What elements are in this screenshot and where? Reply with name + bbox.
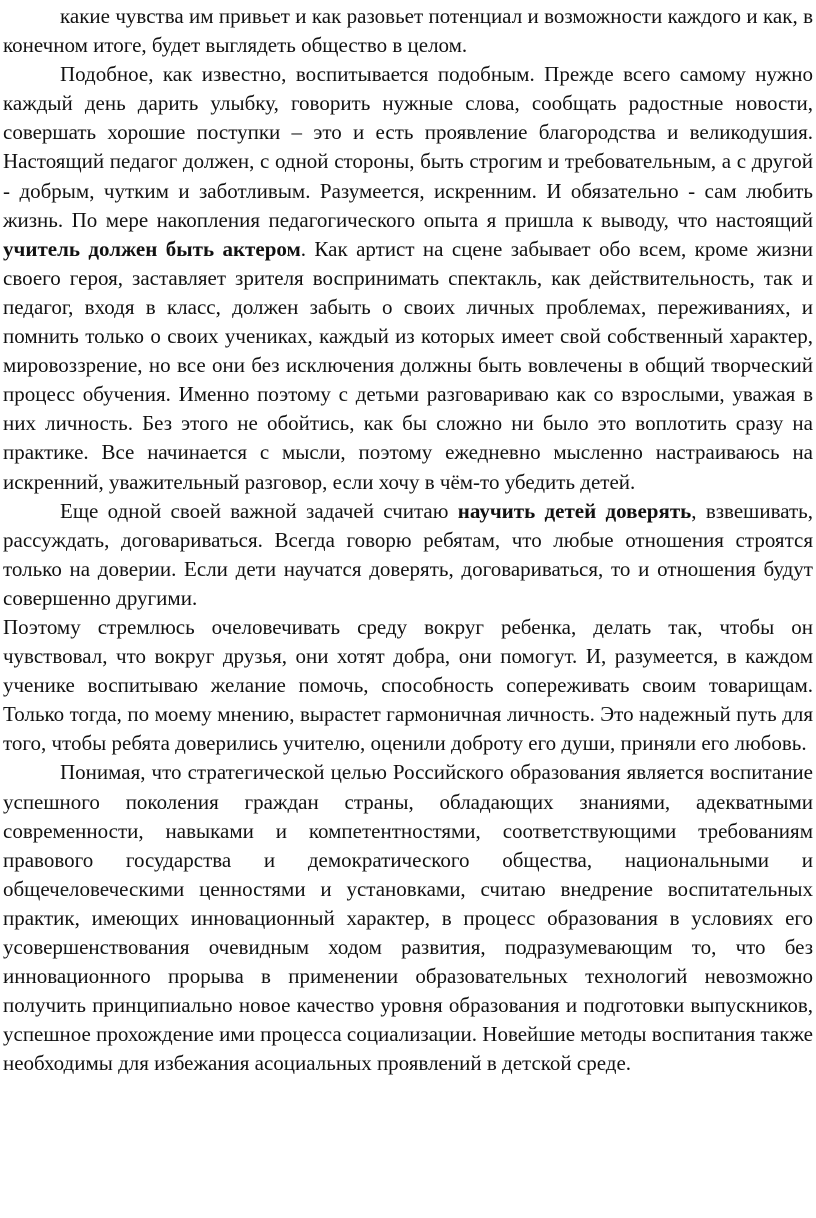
emphasis-teach-trust: научить детей доверять bbox=[457, 498, 692, 523]
text-run: Еще одной своей важной задачей считаю bbox=[60, 498, 458, 523]
text-run: , взвешивать, рассуждать, договариваться. Всегда говорю ребятам, что любые отношения строятся только на доверии. Если дети научатся доверять, договариваться, то и отношения будут совершенно другими. bbox=[3, 498, 813, 610]
text-run: . Как артист на сцене забывает обо всем, кроме жизни своего героя, заставляет зрителя воспринимать спектакль, как действительность, так и педагог, входя в класс, должен забыть о своих личных проблемах, переживаниях, и помнить только о своих учениках, каждый из которых имеет свой собственный характер, мировоззрение, но все они без исключения должны быть вовлечены в общий творческий процесс обучения. Именно поэтому с детьми разговариваю как со взрослыми, уважая в них личность. Без этого не обойтись, как бы сложно ни было это воплотить сразу на практике. Все начинается с мысли, поэтому ежедневно мысленно настраиваюсь на искренний, уважительный разговор, если хочу в чём-то убедить детей. bbox=[3, 236, 813, 494]
paragraph-strategy bbox=[3, 758, 813, 1078]
text-run: Понимая, что стратегической целью Российского образования является воспитание успешного поколения граждан страны, обладающих знаниями, адекватными современности, навыками и компетентностями, соответствующими требованиям правового государства и демократического общества, национальными и общечеловеческими ценностями и установками, считаю внедрение воспитательных практик, имеющих инновационный характер, в процесс образования в условиях его усовершенствования очевидным ходом развития, подразумевающим то, что без инновационного прорыва в применении образовательных технологий невозможно получить принципиально новое качество уровня образования и подготовки выпускников, успешное прохождение ими процесса социализации. Новейшие методы воспитания также необходимы для избежания асоциальных проявлений в детской среде. bbox=[3, 760, 813, 1076]
paragraph-trust bbox=[3, 497, 813, 613]
paragraph-continuation bbox=[3, 2, 813, 60]
text-run: какие чувства им привьет и как разовьет потенциал и возможности каждого и как, в конечном итоге, будет выглядеть общество в целом. bbox=[3, 4, 813, 58]
emphasis-teacher-actor: учитель должен быть актером bbox=[3, 236, 301, 261]
text-run: Подобное, как известно, воспитывается подобным. Прежде всего самому нужно каждый день дарить улыбку, говорить нужные слова, сообщать радостные новости, совершать хорошие поступки – это и есть проявление благородства и великодушия. Настоящий педагог должен, с одной стороны, быть строгим и требовательным, а с другой - добрым, чутким и заботливым. Разумеется, искренним. И обязательно - сам любить жизнь. По мере накопления педагогического опыта я пришла к выводу, что настоящий bbox=[3, 62, 813, 232]
paragraph-teacher-role bbox=[3, 60, 813, 496]
text-run: Поэтому стремлюсь очеловечивать среду вокруг ребенка, делать так, чтобы он чувствовал, что вокруг друзья, они хотят добра, они помогут. И, разумеется, в каждом ученике воспитываю желание помочь, способность сопереживать своим товарищам. Только тогда, по моему мнению, вырастет гармоничная личность. Это надежный путь для того, чтобы ребята доверились учителю, оценили доброту его души, приняли его любовь. bbox=[3, 614, 813, 756]
paragraph-environment bbox=[3, 613, 813, 758]
